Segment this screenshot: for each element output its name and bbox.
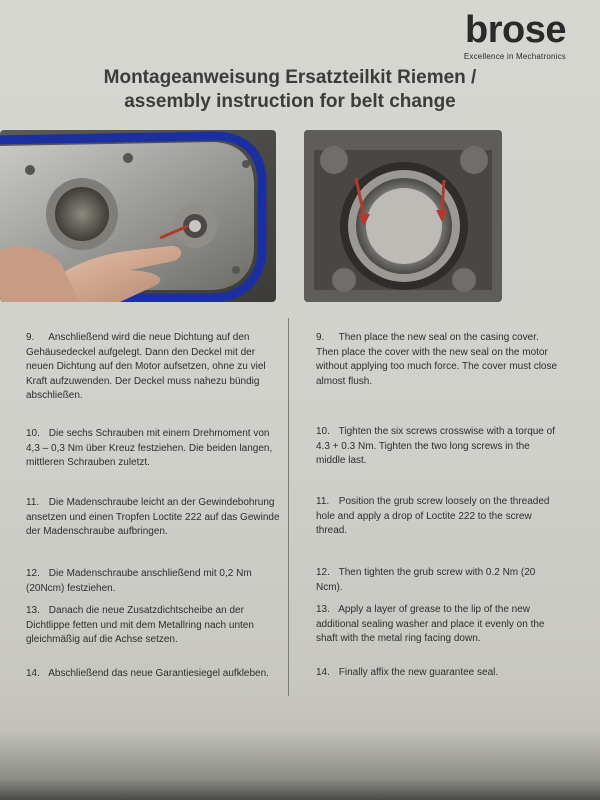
step-en-13 [316, 603, 560, 647]
step-number: 14. [26, 668, 40, 679]
step-de-13 [26, 604, 282, 648]
step-number: 9. [26, 332, 35, 343]
step-text: Then tighten the grub screw with 0.2 Nm (20 Ncm). [316, 567, 536, 593]
step-number: 14. [316, 667, 330, 678]
cover-seal-image [0, 130, 276, 302]
step-number: 10. [316, 426, 330, 437]
step-text: Die sechs Schrauben mit einem Drehmoment von 4,3 – 0,3 Nm über Kreuz festziehen. Die beiden langen, mittleren Schrauben zuletzt. [26, 428, 273, 468]
step-de-14 [26, 667, 282, 682]
step-number: 11. [26, 497, 40, 508]
step-number: 13. [26, 605, 40, 616]
step-text: Danach die neue Zusatzdichtscheibe an der Dichtlippe fetten und mit dem Metallring nach unten gleichmäßig auf die Achse setzen. [26, 605, 254, 645]
step-text: Tighten the six screws crosswise with a torque of 4.3 + 0.3 Nm. Tighten the two long screws in the middle last. [316, 426, 555, 466]
step-en-11 [316, 495, 560, 539]
photo-cover-with-seal [0, 130, 276, 302]
step-text: Then place the new seal on the casing cover. Then place the cover with the new seal on the motor without applying too much force. The cover must close almost flush. [316, 332, 558, 387]
step-text: Abschließend das neue Garantiesiegel aufkleben. [48, 668, 269, 679]
step-text: Die Madenschraube anschließend mit 0,2 Nm (20Ncm) festziehen. [26, 568, 252, 594]
column-divider [288, 318, 289, 696]
step-en-12 [316, 566, 560, 595]
step-en-9 [316, 331, 560, 389]
step-de-12 [26, 567, 282, 596]
step-number: 12. [316, 567, 330, 578]
step-en-10 [316, 425, 560, 469]
brose-logo [463, 9, 566, 61]
photo-shadow [0, 730, 600, 800]
step-number: 12. [26, 568, 40, 579]
step-de-9 [26, 331, 282, 404]
step-text: Position the grub screw loosely on the threaded hole and apply a drop of Loctite 222 to the screw thread. [316, 496, 550, 536]
photo-housing-closeup [304, 130, 502, 302]
step-text: Die Madenschraube leicht an der Gewindebohrung ansetzen und einen Tropfen Loctite 222 auf das Gewinde der Madenschraube aufbringen. [26, 497, 280, 537]
step-de-11 [26, 496, 282, 540]
step-de-10 [26, 427, 282, 471]
step-text: Apply a layer of grease to the lip of the new additional sealing washer and place it evenly on the shaft with the metal ring facing down. [316, 604, 545, 644]
step-number: 11. [316, 496, 330, 507]
step-text: Anschließend wird die neue Dichtung auf den Gehäusedeckel aufgelegt. Dann den Deckel mit der neuen Dichtung auf den Motor aufsetzen, ohne zu viel Kraft aufzuwenden. Der Deckel muss nahezu bündig abschließen. [26, 332, 266, 401]
title-line-de: Montageanweisung Ersatzteilkit Riemen / [103, 67, 477, 88]
step-number: 9. [316, 332, 325, 343]
logo-wordmark: brose [465, 9, 566, 51]
step-en-14 [316, 666, 560, 681]
step-text: Finally affix the new guarantee seal. [338, 667, 499, 678]
step-number: 10. [26, 428, 40, 439]
logo-tagline: Excellence in Mechatronics [463, 52, 566, 61]
document-title [60, 66, 520, 114]
title-line-en: assembly instruction for belt change [124, 91, 456, 112]
housing-closeup-image [304, 130, 502, 302]
step-number: 13. [316, 604, 330, 615]
